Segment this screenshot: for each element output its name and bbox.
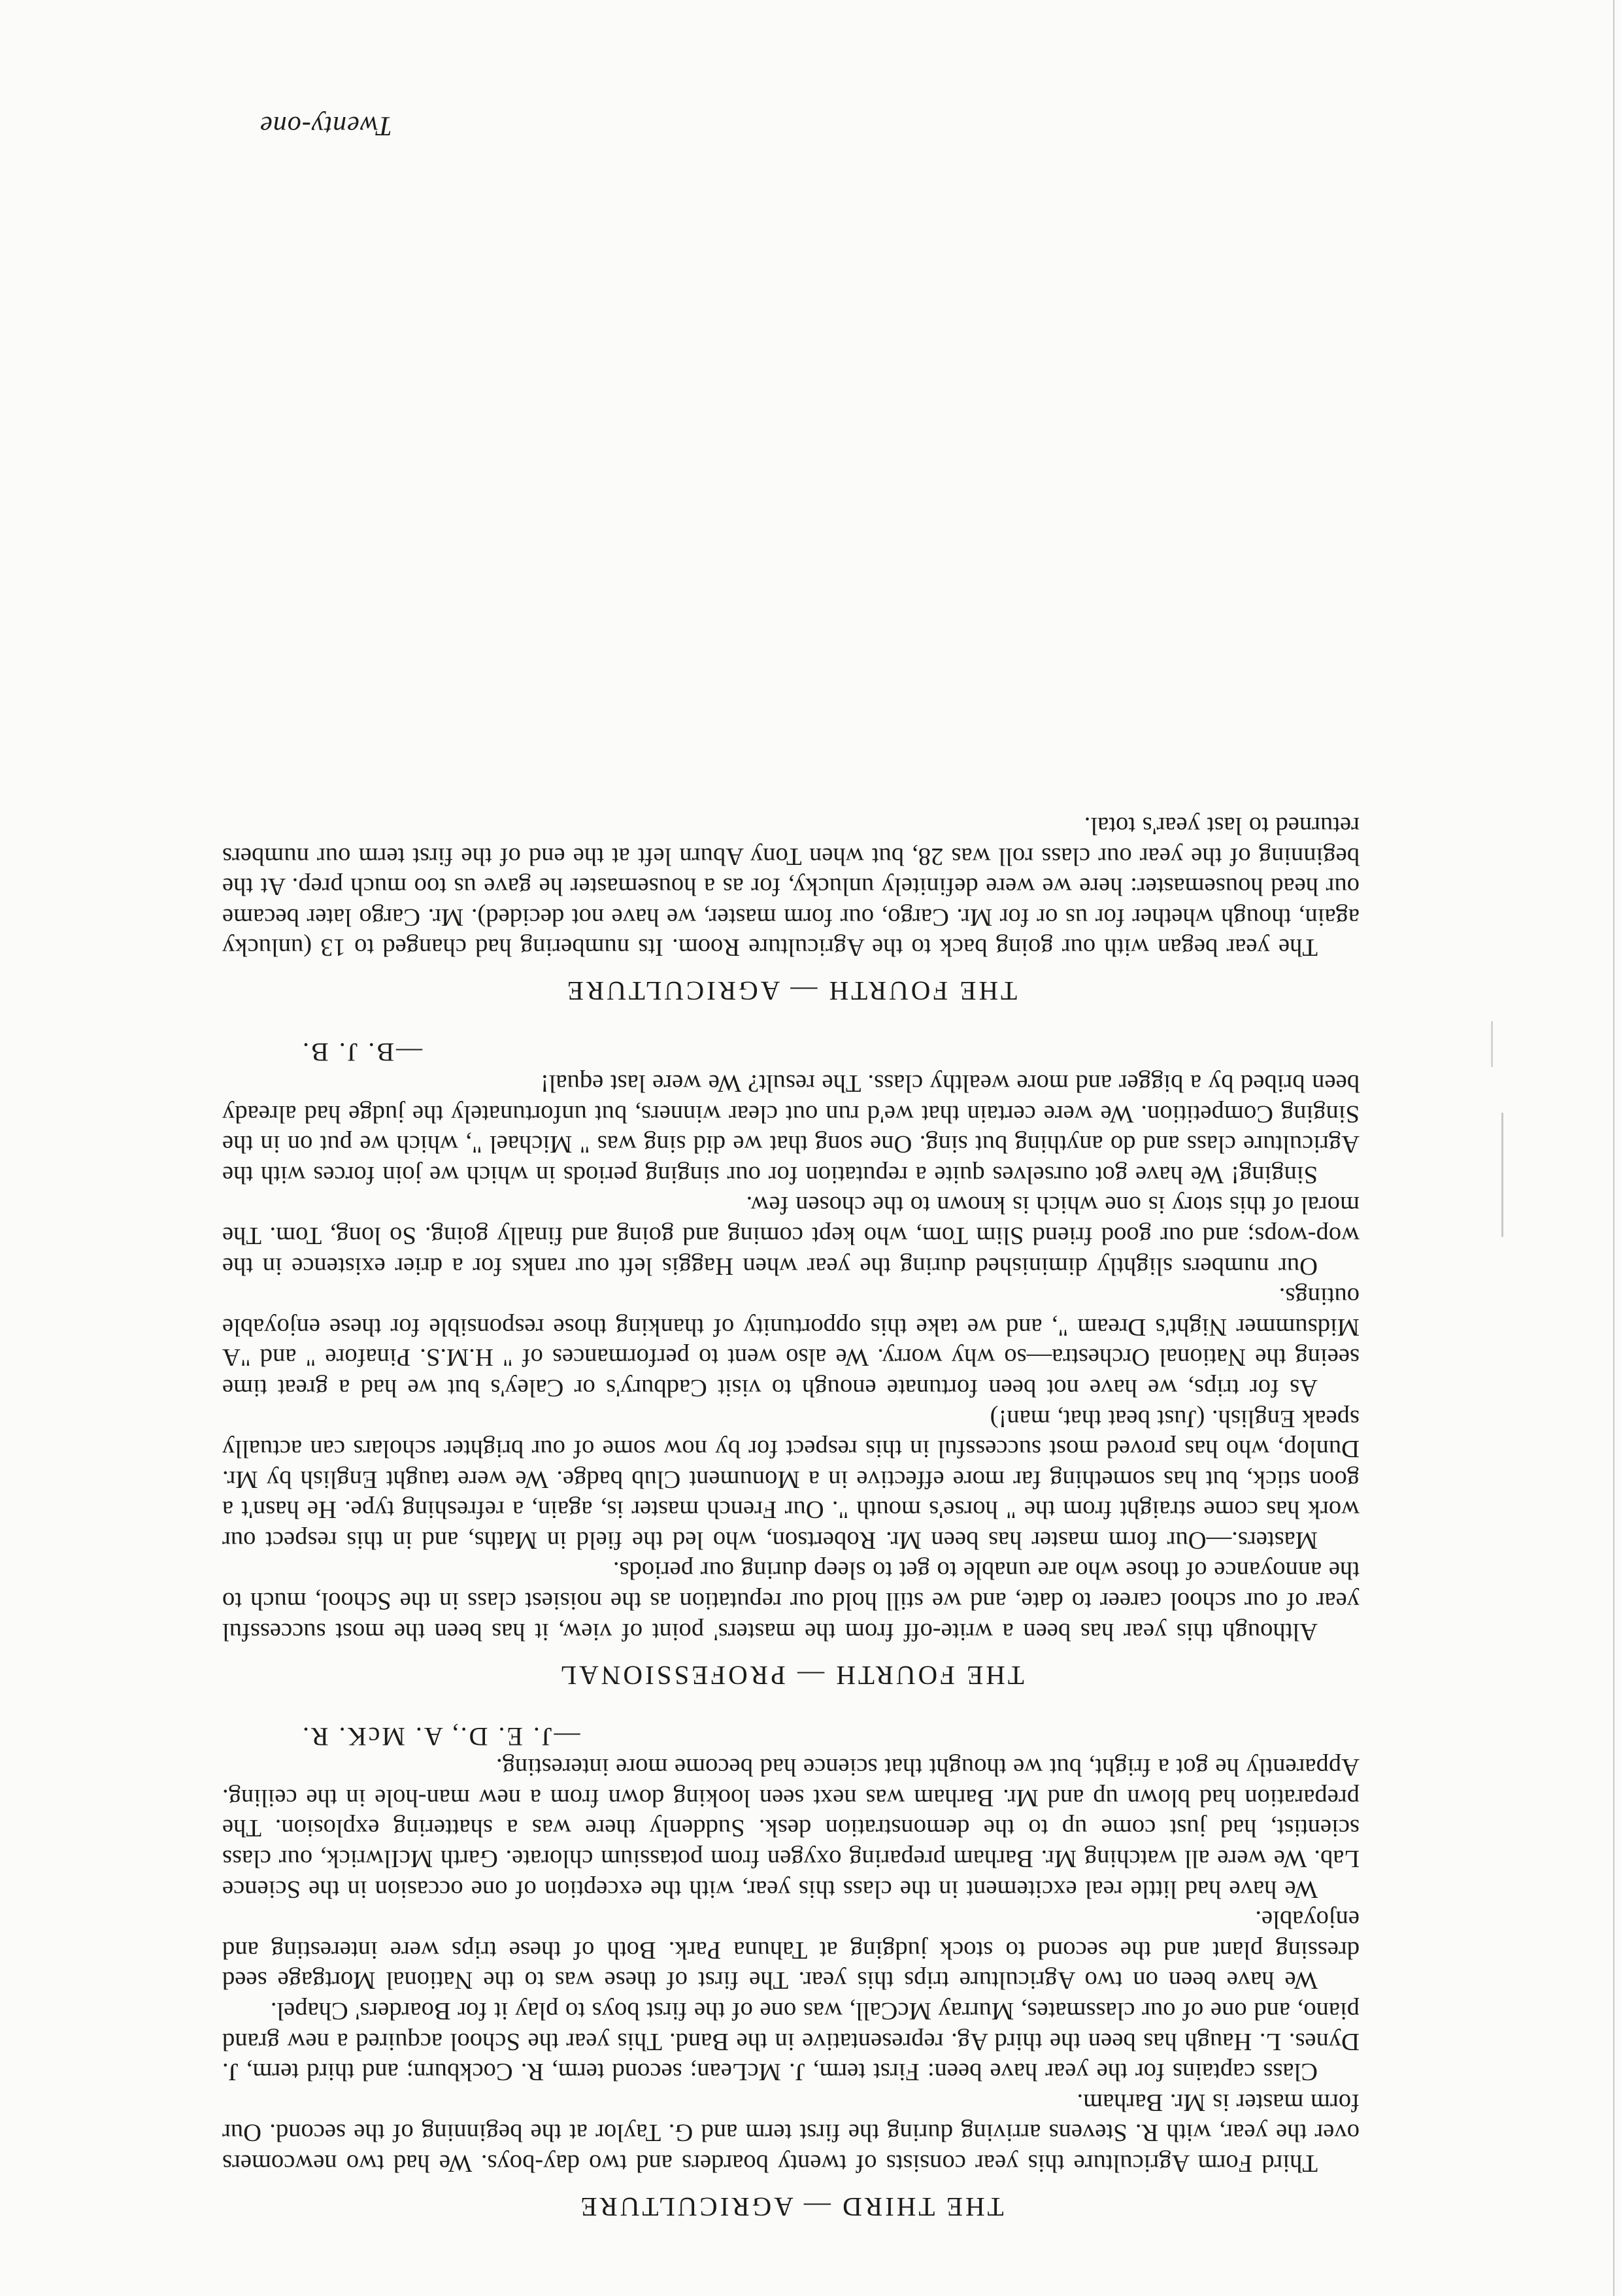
paragraph: Class captains for the year have been: First term, J. McLean; second term, R. Cockburn; and third term, J. Dynes. L. Haugh has been the third Ag. representative in the Band. This year the School acquired a new grand piano, and one of our classmates, Murray McCall, was one of the first boys to play it for Boarders' Chapel.: [222, 1997, 1360, 2086]
author-signature: —B. J. B.: [301, 1038, 422, 1068]
paragraph: We have had little real excitement in the class this year, with the exception of one occasion in the Science Lab. We were all watching Mr. Barham preparing oxygen from potassium chlorate. Garth McIlwrick, our class scientist, had just come up to the demonstration desk. Suddenly there was a shattering explosion. The preparation had blown up and Mr. Barham was next seen looking down from a new man-hole in the ceiling. Apparently he got a fright, but we thought that science had become more interesting.: [222, 1753, 1360, 1903]
paragraph: We have been on two Agriculture trips this year. The first of these was to the National Mortgage seed dressing plant and the second to stock judging at Tahuna Park. Both of these trips were interesting and enjoyable.: [222, 1906, 1360, 1995]
paragraph: Masters.—Our form master has been Mr. Robertson, who led the field in Maths, and in this respect our work has come straight from the " horse's mouth ". Our French master is, again, a refreshing type. He hasn't a goon stick, but has something far more effective in a Monument Club badge. We were taught English by Mr. Dunlop, who has proved most successful in this respect for by now some of our brighter scholars can actually speak English. (Just beat that, man!): [222, 1404, 1360, 1554]
section-fourth-agriculture: [222, 810, 1360, 1007]
text-column: [222, 810, 1360, 2223]
section-fourth-professional: [222, 1037, 1360, 1691]
paragraph: Third Form Agriculture this year consists of twenty boarders and two day-boys. We had two newcomers over the year, with R. Stevens arriving during the first term and G. Taylor at the beginning of the second. Our form master is Mr. Barham.: [222, 2088, 1360, 2177]
paragraph: As for trips, we have not been fortunate enough to visit Cadbury's or Caley's but we had a great time seeing the National Orchestra—so why worry. We also went to performances of " H.M.S. Pinafore " and "A Midsummer Night's Dream ", and we take this opportunity of thanking those responsible for these enjoyable outings.: [222, 1283, 1360, 1402]
margin-pencil-mark: [1491, 1021, 1493, 1067]
section-title: THE FOURTH — PROFESSIONAL: [558, 1660, 1024, 1691]
section-third-agriculture: [222, 1721, 1360, 2223]
scan-edge-line: [1613, 0, 1614, 2296]
margin-pencil-mark: [1501, 1113, 1503, 1237]
paragraph: Although this year has been a write-off from the masters' point of view, it has been the most successful year of our school career to date, and we still hold our reputation as the noisiest class in the School, much to the annoyance of those who are unable to get to sleep during our periods.: [222, 1557, 1360, 1646]
paragraph: The year began with our going back to the Agriculture Room. Its numbering had changed to 13 (unlucky again, though whether for us or for Mr. Cargo, our form master, we have not decided). Mr. Cargo later became our head housemaster: here we were definitely unlucky, for as a housemaster he gave us too much prep. At the beginning of the year our class roll was 28, but when Tony Aburn left at the end of the first term our numbers returned to last year's total.: [222, 812, 1360, 962]
paragraph: Singing! We have got ourselves quite a reputation for our singing periods in which we join forces with the Agriculture class and do anything but sing. One song that we did sing was " Michael ", which we put on in the Singing Competition. We were certain that we'd run out clear winners, but unfortunately the judge had already been bribed by a bigger and more wealthy class. The result? We were last equal!: [222, 1070, 1360, 1189]
page-number: Twenty-one: [259, 110, 392, 141]
section-title: THE FOURTH — AGRICULTURE: [564, 976, 1018, 1007]
section-title: THE THIRD — AGRICULTURE: [578, 2192, 1004, 2222]
paragraph: Our numbers slightly diminished during the year when Haggis left our ranks for a drier existence in the wop-wops; and our good friend Slim Tom, who kept coming and going and finally going. So long, Tom. The moral of this story is one which is known to the chosen few.: [222, 1191, 1360, 1280]
author-signature: —J. E. D., A. McK. R.: [301, 1721, 580, 1751]
